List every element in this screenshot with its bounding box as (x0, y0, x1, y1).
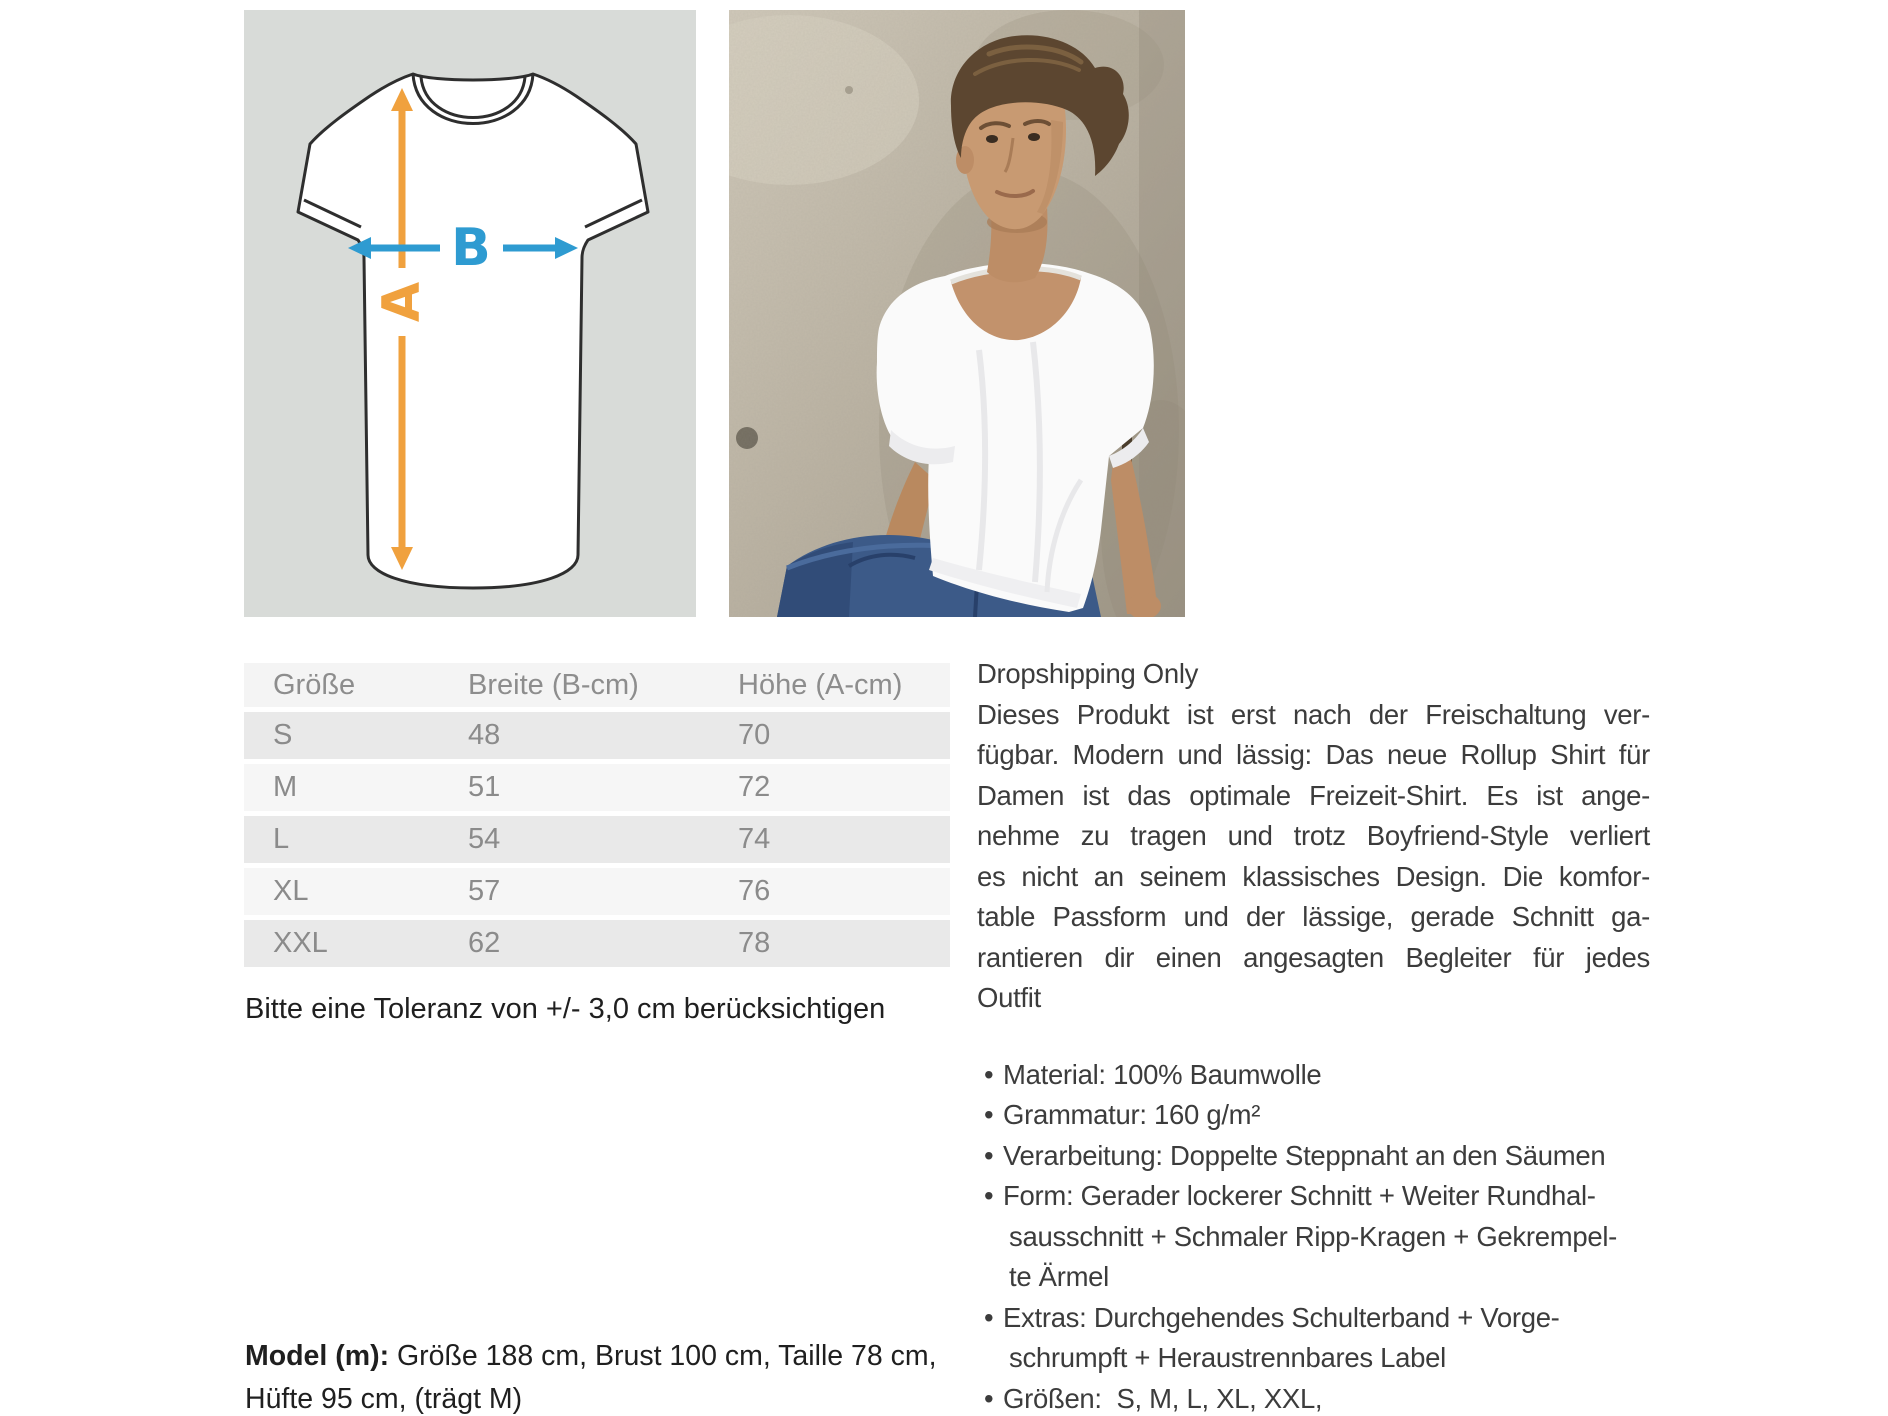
size-table (244, 663, 950, 972)
size-table-header-row (244, 663, 950, 707)
description-line: Outfit (977, 982, 1041, 1013)
feature-line: • Verarbeitung: Doppelte Steppnaht an den Säumen (977, 1136, 1650, 1177)
description-line: nehme zu tragen und trotz Boyfriend-Style verliert (977, 820, 1650, 851)
cell-breite: 62 (468, 927, 501, 959)
model-label: Model (m): (245, 1340, 390, 1372)
feature-line: schrumpft + Heraustrennbares Label (1009, 1342, 1446, 1373)
description-title: Dropshipping Only (977, 658, 1199, 689)
model-photo (729, 10, 1185, 617)
description-line: table Passform und der lässige, gerade Schnitt ga- (977, 901, 1650, 932)
header-hoehe: Höhe (A-cm) (738, 668, 903, 701)
model-measurements (245, 1335, 937, 1416)
cell-breite: 48 (468, 719, 501, 751)
description-line: Dieses Produkt ist erst nach der Freischaltung ver- (977, 698, 1650, 730)
feature-line: sausschnitt + Schmaler Ripp-Kragen + Gekrempel- (1009, 1220, 1617, 1252)
model-photo-image (729, 10, 1185, 617)
feature-material (977, 1055, 1650, 1096)
measure-b-label: B (451, 218, 491, 278)
feature-form (977, 1176, 1650, 1298)
table-row-s (244, 712, 950, 759)
tolerance-note: Bitte eine Toleranz von +/- 3,0 cm berücksichtigen (245, 993, 886, 1025)
feature-grammatur (977, 1095, 1650, 1136)
feature-line: • Größen: S, M, L, XL, XXL, (977, 1379, 1650, 1416)
feature-line: • Material: 100% Baumwolle (977, 1055, 1650, 1096)
product-description (977, 654, 1650, 1416)
cell-breite: 57 (468, 875, 501, 907)
cell-hoehe: 78 (738, 927, 771, 959)
cell-size: M (273, 771, 298, 803)
feature-verarbeitung (977, 1136, 1650, 1177)
feature-line: te Ärmel (1009, 1261, 1109, 1292)
feature-line: • Grammatur: 160 g/m² (977, 1095, 1650, 1136)
header-groesse: Größe (273, 668, 356, 701)
description-line: es nicht an seinem klassisches Design. Die komfor- (977, 860, 1650, 892)
cell-size: XXL (273, 927, 328, 959)
tshirt-measurement-diagram (244, 10, 696, 617)
cell-breite: 54 (468, 823, 501, 855)
description-line: fügbar. Modern und lässig: Das neue Rollup Shirt für (977, 739, 1650, 770)
model-line-1-text: Größe 188 cm, Brust 100 cm, Taille 78 cm, (389, 1340, 937, 1372)
cell-size: L (273, 823, 290, 855)
model-line-2: Hüfte 95 cm, (trägt M) (245, 1383, 523, 1415)
table-row-l (244, 816, 950, 863)
description-line: rantieren dir einen angesagten Begleiter für jedes (977, 941, 1650, 973)
cell-hoehe: 74 (738, 823, 771, 855)
measure-a-label: A (372, 281, 432, 323)
feature-line: • Extras: Durchgehendes Schulterband + Vorge- (977, 1298, 1650, 1339)
feature-line: • Form: Gerader lockerer Schnitt + Weiter Rundhal- (977, 1176, 1650, 1217)
model-line-1 (245, 1335, 937, 1378)
table-row-xl (244, 868, 950, 915)
header-breite: Breite (B-cm) (468, 668, 639, 701)
feature-groessen (977, 1379, 1650, 1416)
tshirt-diagram-image (244, 10, 696, 617)
cell-size: XL (273, 875, 309, 907)
feature-list (977, 1055, 1650, 1416)
cell-breite: 51 (468, 771, 501, 803)
feature-extras (977, 1298, 1650, 1379)
cell-hoehe: 76 (738, 875, 771, 907)
table-row-xxl (244, 920, 950, 967)
cell-hoehe: 70 (738, 719, 771, 751)
cell-size: S (273, 719, 293, 751)
description-line: Damen ist das optimale Freizeit-Shirt. Es ist ange- (977, 779, 1650, 811)
table-row-m (244, 764, 950, 811)
cell-hoehe: 72 (738, 771, 771, 803)
